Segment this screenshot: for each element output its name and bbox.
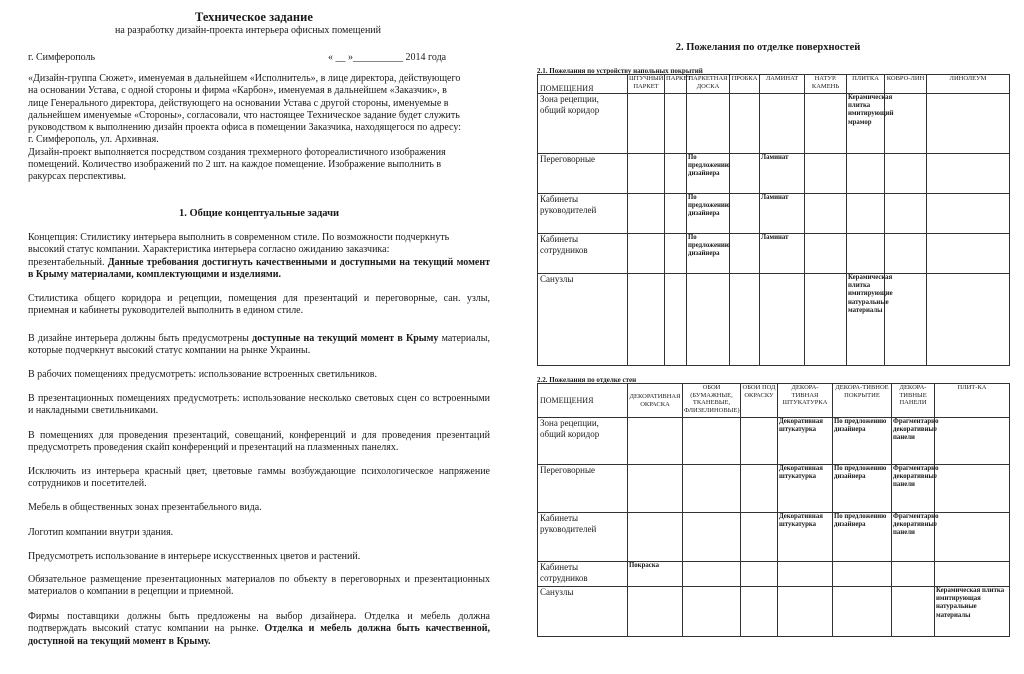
wall-row (538, 587, 1010, 637)
present-paragraph: В презентационных помещениях предусмотреть: использование несколько световых сцен со встроенными и накладными светильниками. (28, 393, 490, 417)
concept-plain: презентабельный. (28, 256, 105, 268)
concept-paragraph (28, 232, 490, 281)
floor-room-cell: Зона рецепции, общий коридор (538, 94, 628, 154)
wall-table (537, 383, 1010, 637)
concept-line: Концепция: Стилистику интерьера выполнить в современном стиле. По возможности подчеркнуть (28, 232, 450, 243)
wall-cell: Керамическая плитка имитирующая натуральные материалы (935, 587, 1010, 637)
floor-cell (665, 274, 687, 366)
wall-cell (833, 562, 892, 587)
floor-cell: Ламинат (760, 154, 805, 194)
floor-cell (628, 234, 665, 274)
floor-cell (927, 234, 1010, 274)
wall-room-cell: Переговорные (538, 465, 628, 513)
wall-cell (683, 562, 741, 587)
floor-cell (847, 154, 885, 194)
floor-cell (628, 94, 665, 154)
concept-bold: Данные требования достигнуть качественными и доступными на текущий момент в Крыму материалами, комплектующими и изделиями. (28, 256, 490, 280)
floor-cell (730, 194, 760, 234)
placement-paragraph: Обязательное размещение презентационных материалов по объекту в переговорных и презентационных материалов о компании в рецепции и приемной. (28, 574, 490, 598)
wall-cell (683, 465, 741, 513)
floor-header: ШТУЧНЫЙ ПАРКЕТ (628, 75, 665, 94)
wall-cell: По предложению дизайнера (833, 418, 892, 465)
wall-header: ДЕКОРА-ТИВНОЕ ПОКРЫТИЕ (833, 384, 892, 418)
floor-cell: Ламинат (760, 234, 805, 274)
materials-text-bold: доступные на текущий момент в Крыму (252, 333, 439, 344)
floor-cell (665, 194, 687, 234)
logo-paragraph: Логотип компании внутри здания. (28, 527, 174, 538)
wall-cell (683, 513, 741, 562)
wall-cell (628, 465, 683, 513)
floor-room-cell: Переговорные (538, 154, 628, 194)
date: « __ »__________ 2014 года (328, 52, 447, 63)
wall-header: ДЕКОРАТИВНАЯ ОКРАСКА (628, 384, 683, 418)
conference-paragraph: В помещениях для проведения презентаций, совещаний, конференций и для проведения презентаций предусмотреть проведения скайп конференций и презентаций на плазменных панелях. (28, 430, 490, 454)
right-page (512, 0, 1024, 674)
wall-cell (778, 587, 833, 637)
wall-cell (935, 465, 1010, 513)
place: г. Симферополь (28, 52, 96, 63)
floor-cell (885, 94, 927, 154)
floor-cell (847, 194, 885, 234)
floor-cell (927, 154, 1010, 194)
materials-text-c: материалы, которые подчеркнут высокий статус компании на рынке Украины. (28, 333, 491, 357)
floor-cell (885, 194, 927, 234)
wall-cell: Фрагментарно декоративные панели (892, 513, 935, 562)
materials-paragraph (28, 333, 490, 358)
floor-row (538, 274, 1010, 366)
suppliers-text: Фирмы поставщики должны быть предложены на выбор дизайнера. Отделка и мебель должна подтверждать высокий статус компании на рынке. (28, 611, 490, 635)
wall-room-cell: Зона рецепции, общий коридор (538, 418, 628, 465)
floor-cell (665, 234, 687, 274)
floor-cell (628, 154, 665, 194)
document-title: Техническое задание (195, 10, 313, 24)
section1-title: 1. Общие концептуальные задачи (178, 208, 340, 219)
wall-cell (628, 513, 683, 562)
floor-cell (730, 154, 760, 194)
wall-cell: Покраска (628, 562, 683, 587)
wall-cell (778, 562, 833, 587)
floor-cell (805, 274, 847, 366)
wall-cell (892, 587, 935, 637)
floor-cell: По предложению дизайнера (687, 194, 730, 234)
wall-cell (935, 562, 1010, 587)
intro-line: Дизайн-проект выполняется посредством создания трехмерного фотореалистичного изображения (28, 146, 446, 158)
floor-cell (847, 234, 885, 274)
wall-cell (628, 587, 683, 637)
intro-line: г. Симферополь, ул. Архивная. (28, 134, 159, 146)
red-color-paragraph: Исключить из интерьера красный цвет, цветовые гаммы возбуждающие психологическое напряжение сотрудников и посетителей. (28, 466, 490, 490)
concept-line: высокий статус компании. Характеристика интерьера согласно ожиданию заказчика: (28, 244, 390, 256)
floor-cell (927, 194, 1010, 234)
floor-cell (628, 194, 665, 234)
floor-cell (805, 234, 847, 274)
floor-cell (665, 94, 687, 154)
wall-cell (628, 418, 683, 465)
wall-row (538, 562, 1010, 587)
floor-header: ПАРКЕТНАЯ ДОСКА (687, 75, 730, 94)
floor-room-cell: Кабинеты руководителей (538, 194, 628, 234)
wall-cell: По предложению дизайнера (833, 513, 892, 562)
floor-header: ПРОБКА (730, 75, 760, 94)
wall-cell (741, 513, 778, 562)
floor-cell (885, 274, 927, 366)
document-subtitle: на разработку дизайн-проекта интерьера офисных помещений (115, 25, 382, 36)
wall-cell (741, 418, 778, 465)
wall-header: ПОМЕЩЕНИЯ (538, 384, 628, 418)
floor-cell (885, 154, 927, 194)
floor-cell (687, 274, 730, 366)
floor-cell (665, 154, 687, 194)
wall-cell (892, 562, 935, 587)
wall-header: ДЕКОРА-ТИВНЫЕ ПАНЕЛИ (892, 384, 935, 418)
floor-cell (760, 274, 805, 366)
wall-cell (683, 587, 741, 637)
floor-row (538, 154, 1010, 194)
wall-cell (741, 465, 778, 513)
floor-room-cell: Санузлы (538, 274, 628, 366)
floor-row (538, 194, 1010, 234)
wall-cell (741, 587, 778, 637)
floor-cell: Ламинат (760, 194, 805, 234)
wall-cell (935, 418, 1010, 465)
wall-cell (935, 513, 1010, 562)
wall-cell (741, 562, 778, 587)
section2-title: 2. Пожелания по отделке поверхностей (675, 42, 861, 53)
wall-cell: По предложению дизайнера (833, 465, 892, 513)
floor-cell (730, 94, 760, 154)
floor-table (537, 74, 1010, 366)
wall-cell: Декоративная штукатурка (778, 465, 833, 513)
wall-room-cell: Санузлы (538, 587, 628, 637)
floor-cell (687, 94, 730, 154)
flowers-paragraph: Предусмотреть использование в интерьере искусственных цветов и растений. (28, 551, 361, 562)
floor-cell: По предложению дизайнера (687, 234, 730, 274)
wall-cell (683, 418, 741, 465)
wall-row (538, 418, 1010, 465)
wall-header: ОБОИ ПОД ОКРАСКУ (741, 384, 778, 418)
floor-cell (760, 94, 805, 154)
wall-row (538, 513, 1010, 562)
floor-header: ЛИНОЛЕУМ (927, 75, 1010, 94)
intro-line: помещений. Количество изображений по 2 шт. на каждое помещение. Изображение выполнить в (28, 159, 442, 171)
intro-line: лице Генерального директора, действующего на основании Устава с другой стороны, именуемые в (28, 97, 449, 109)
wall-room-cell: Кабинеты сотрудников (538, 562, 628, 587)
floor-cell: Керамическая плитка имитирующий мрамор (847, 94, 885, 154)
wall-header: ПЛИТ-КА (935, 384, 1010, 418)
floor-cell: По предложению дизайнера (687, 154, 730, 194)
floor-header: ЛАМИНАТ (760, 75, 805, 94)
wall-subtitle: 2.2. Пожелания по отделке стен (537, 376, 637, 384)
materials-text-a: В дизайне интерьера должны быть предусмотрены (28, 333, 249, 344)
floor-cell (805, 94, 847, 154)
floor-row (538, 234, 1010, 274)
wall-room-cell: Кабинеты руководителей (538, 513, 628, 562)
suppliers-bold: Отделка и мебель должна быть качественной, доступной на текущий момент в Крыму. (28, 623, 491, 647)
floor-cell (805, 154, 847, 194)
intro-line: ракурсах перспективы. (28, 171, 127, 183)
floor-cell: Керамическая плитка имитирующие натуральные материалы (847, 274, 885, 366)
intro-line: дальнейшем именуемые «Стороны», согласовали, что настоящее Техническое задание будет служить (28, 109, 460, 121)
floor-cell (927, 274, 1010, 366)
wall-cell: Декоративная штукатурка (778, 418, 833, 465)
floor-cell (927, 94, 1010, 154)
floor-cell (730, 274, 760, 366)
wall-cell: Декоративная штукатурка (778, 513, 833, 562)
furniture-paragraph: Мебель в общественных зонах презентабельного вида. (28, 502, 262, 513)
floor-cell (730, 234, 760, 274)
floor-row (538, 94, 1010, 154)
wall-cell: Фрагментарно декоративные панели (892, 418, 935, 465)
floor-room-cell: Кабинеты сотрудников (538, 234, 628, 274)
wall-cell (833, 587, 892, 637)
style-paragraph: Стилистика общего коридора и рецепции, помещения для презентаций и переговорные, сан. узлы, приемная и кабинеты руководителей выполнить в едином стиле. (28, 293, 490, 317)
floor-cell (805, 194, 847, 234)
intro-line: «Дизайн-группа Сюжет», именуемая в дальнейшем «Исполнитель», в лице директора, действующего (28, 73, 461, 84)
floor-cell (885, 234, 927, 274)
wall-cell: Фрагментарно декоративные панели (892, 465, 935, 513)
intro-paragraph (28, 73, 490, 184)
work-paragraph: В рабочих помещениях предусмотреть: использование встроенных светильников. (28, 369, 377, 380)
suppliers-paragraph (28, 611, 490, 648)
floor-header: ПАРКЕТ (665, 75, 687, 94)
floor-subtitle: 2.1. Пожелания по устройству напольных покрытий (537, 67, 703, 75)
intro-line: руководством к выполнению дизайн проекта офиса в помещении Заказчика, находящегося по адресу: (28, 122, 461, 134)
intro-line: на основании Устава, с одной стороны и фирма «Карбон», именуемая в дальнейшем «Заказчик», в (28, 85, 447, 97)
wall-header: ДЕКОРА-ТИВНАЯ ШТУКАТУРКА (778, 384, 833, 418)
wall-row (538, 465, 1010, 513)
floor-header: НАТУР. КАМЕНЬ (805, 75, 847, 94)
wall-header: ОБОИ (БУМАЖНЫЕ, ТКАНЕВЫЕ, ФЛИЗЕЛИНОВЫЕ) (683, 384, 741, 418)
floor-header: ПЛИТКА (847, 75, 885, 94)
floor-header: КОВРО-ЛИН (885, 75, 927, 94)
floor-cell (628, 274, 665, 366)
floor-header: ПОМЕЩЕНИЯ (538, 75, 628, 94)
